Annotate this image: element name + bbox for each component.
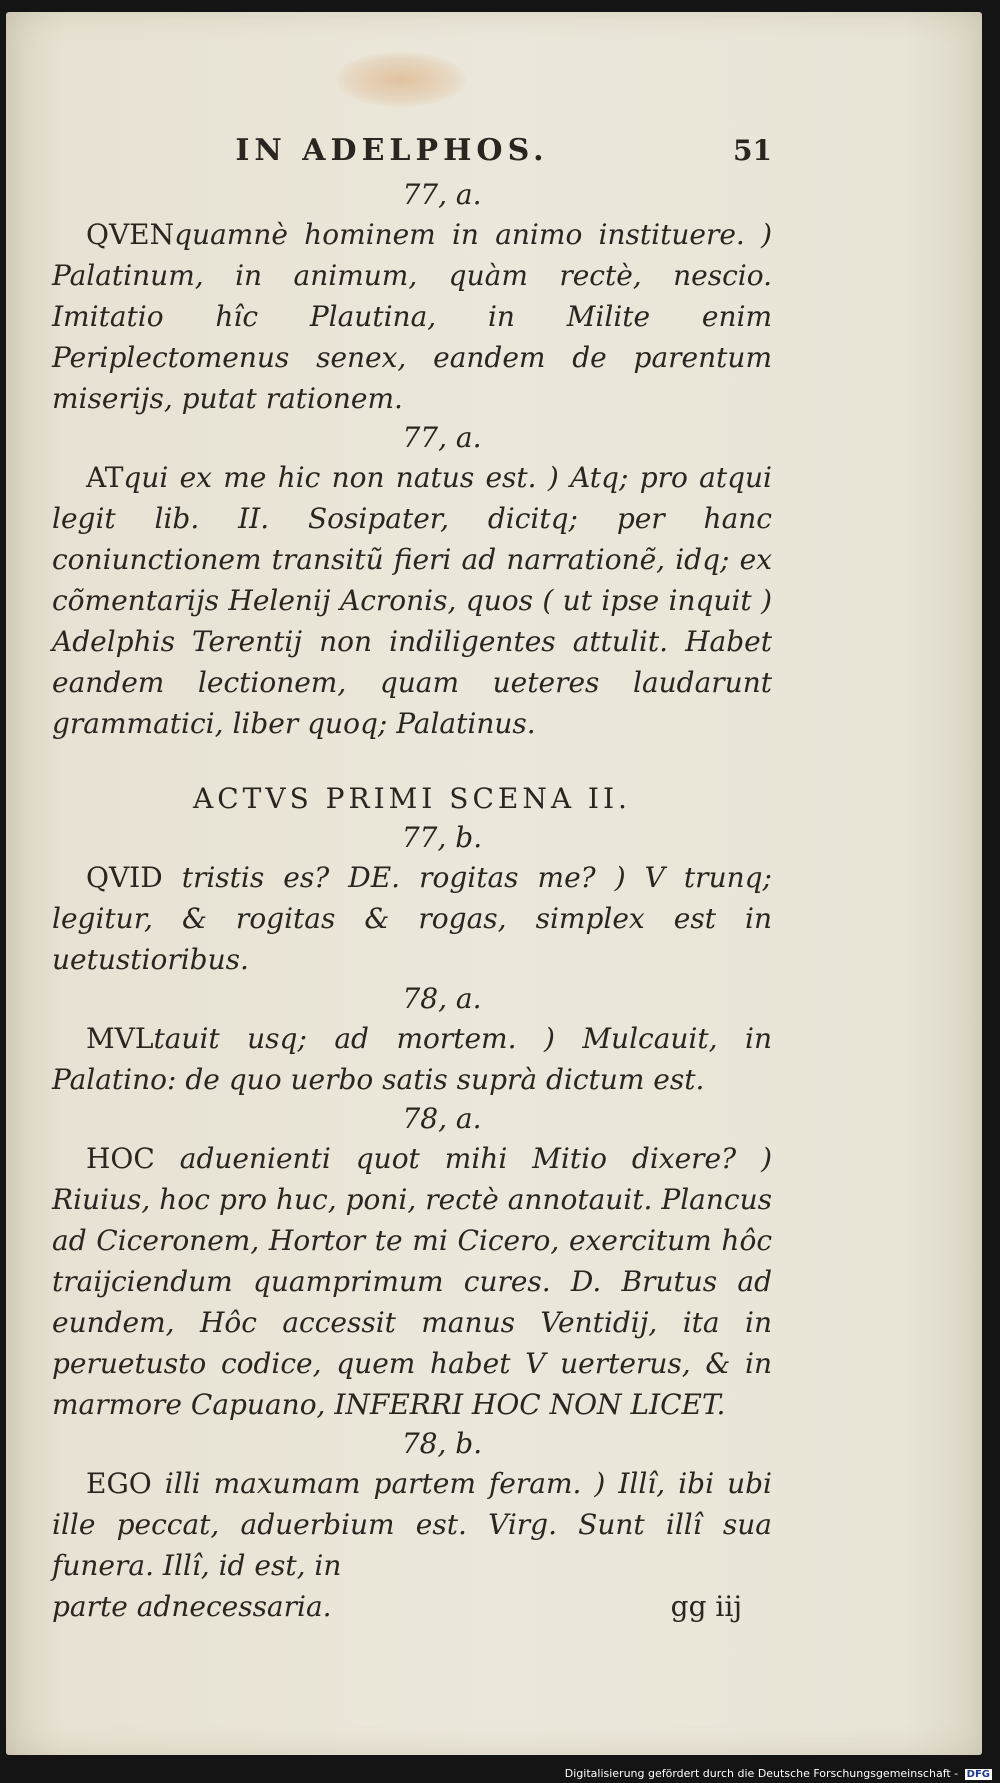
reference-marker: 77, a. <box>402 178 482 211</box>
stain-mark <box>336 52 466 107</box>
reference-marker: 77, b. <box>401 821 483 854</box>
commentary-paragraph <box>52 1018 772 1100</box>
folio-number: 51 <box>733 134 772 167</box>
dfg-logo: DFG <box>966 1769 990 1780</box>
running-title: IN ADELPHOS. <box>235 133 549 168</box>
footer-credit: Digitalisierung gefördert durch die Deutsche Forschungsgemeinschaft - <box>564 1767 959 1780</box>
lemma: QVID <box>86 861 163 894</box>
page-header <box>52 130 772 176</box>
reference-marker: 78, a. <box>402 1102 482 1135</box>
commentary-paragraph <box>52 457 772 744</box>
digitization-footer <box>0 1767 992 1780</box>
lemma: EGO <box>86 1467 152 1500</box>
signature-mark: gg iij <box>670 1590 742 1623</box>
page-text <box>52 130 772 1627</box>
last-line-text: parte adnecessaria. <box>52 1590 332 1623</box>
lemma: HOC <box>86 1142 155 1175</box>
paragraph-text: qui ex me hic non natus est. ) Atq; pro atqui legit lib. II. Sosipater, dicitq; per hanc coniunctionem transitũ fieri ad narrationẽ, idq; ex cõmentarijs Helenij Acronis, quos ( ut ipse inquit ) Adelphis Terentij non indiligentes attulit. Habet eandem lectionem, quam ueteres laudarunt grammatici, liber quoq; Palatinus. <box>52 461 772 740</box>
section-heading: ACTVS PRIMI SCENA II. <box>193 782 631 815</box>
reference-marker: 77, a. <box>402 421 482 454</box>
commentary-paragraph <box>52 214 772 419</box>
paragraph-text: tauit usq; ad mortem. ) Mulcauit, in Palatino: de quo uerbo satis suprà dictum est. <box>52 1022 772 1096</box>
paragraph-text: tristis es? DE. rogitas me? ) V trunq; legitur, & rogitas & rogas, simplex est in uetustioribus. <box>52 861 772 976</box>
lemma: QVEN <box>86 218 175 251</box>
commentary-paragraph <box>52 1138 772 1425</box>
paragraph-text: illi maxumam partem feram. ) Illî, ibi ubi ille peccat, aduerbium est. Virg. Sunt illî sua funera. Illî, id est, in <box>52 1467 772 1582</box>
reference-marker: 78, a. <box>402 982 482 1015</box>
commentary-paragraph <box>52 857 772 980</box>
book-page <box>6 12 982 1755</box>
paragraph-text: quamnè hominem in animo instituere. ) Palatinum, in animum, quàm rectè, nescio. Imitatio hîc Plautina, in Milite enim Periplectomenus senex, eandem de parentum miserijs, putat rationem. <box>52 218 772 415</box>
paragraph-text: aduenienti quot mihi Mitio dixere? ) Riuius, hoc pro huc, poni, rectè annotauit. Plancus ad Ciceronem, Hortor te mi Cicero, exercitum hôc traijciendum quamprimum cures. D. Brutus ad eundem, Hôc accessit manus Ventidij, ita in peruetusto codice, quem habet V uerterus, & in marmore Capuano, INFERRI HOC NON LICET. <box>52 1142 772 1421</box>
last-line <box>52 1586 772 1627</box>
reference-marker: 78, b. <box>401 1427 483 1460</box>
commentary-paragraph <box>52 1463 772 1586</box>
lemma: AT <box>86 461 124 494</box>
lemma: MVL <box>86 1022 154 1055</box>
